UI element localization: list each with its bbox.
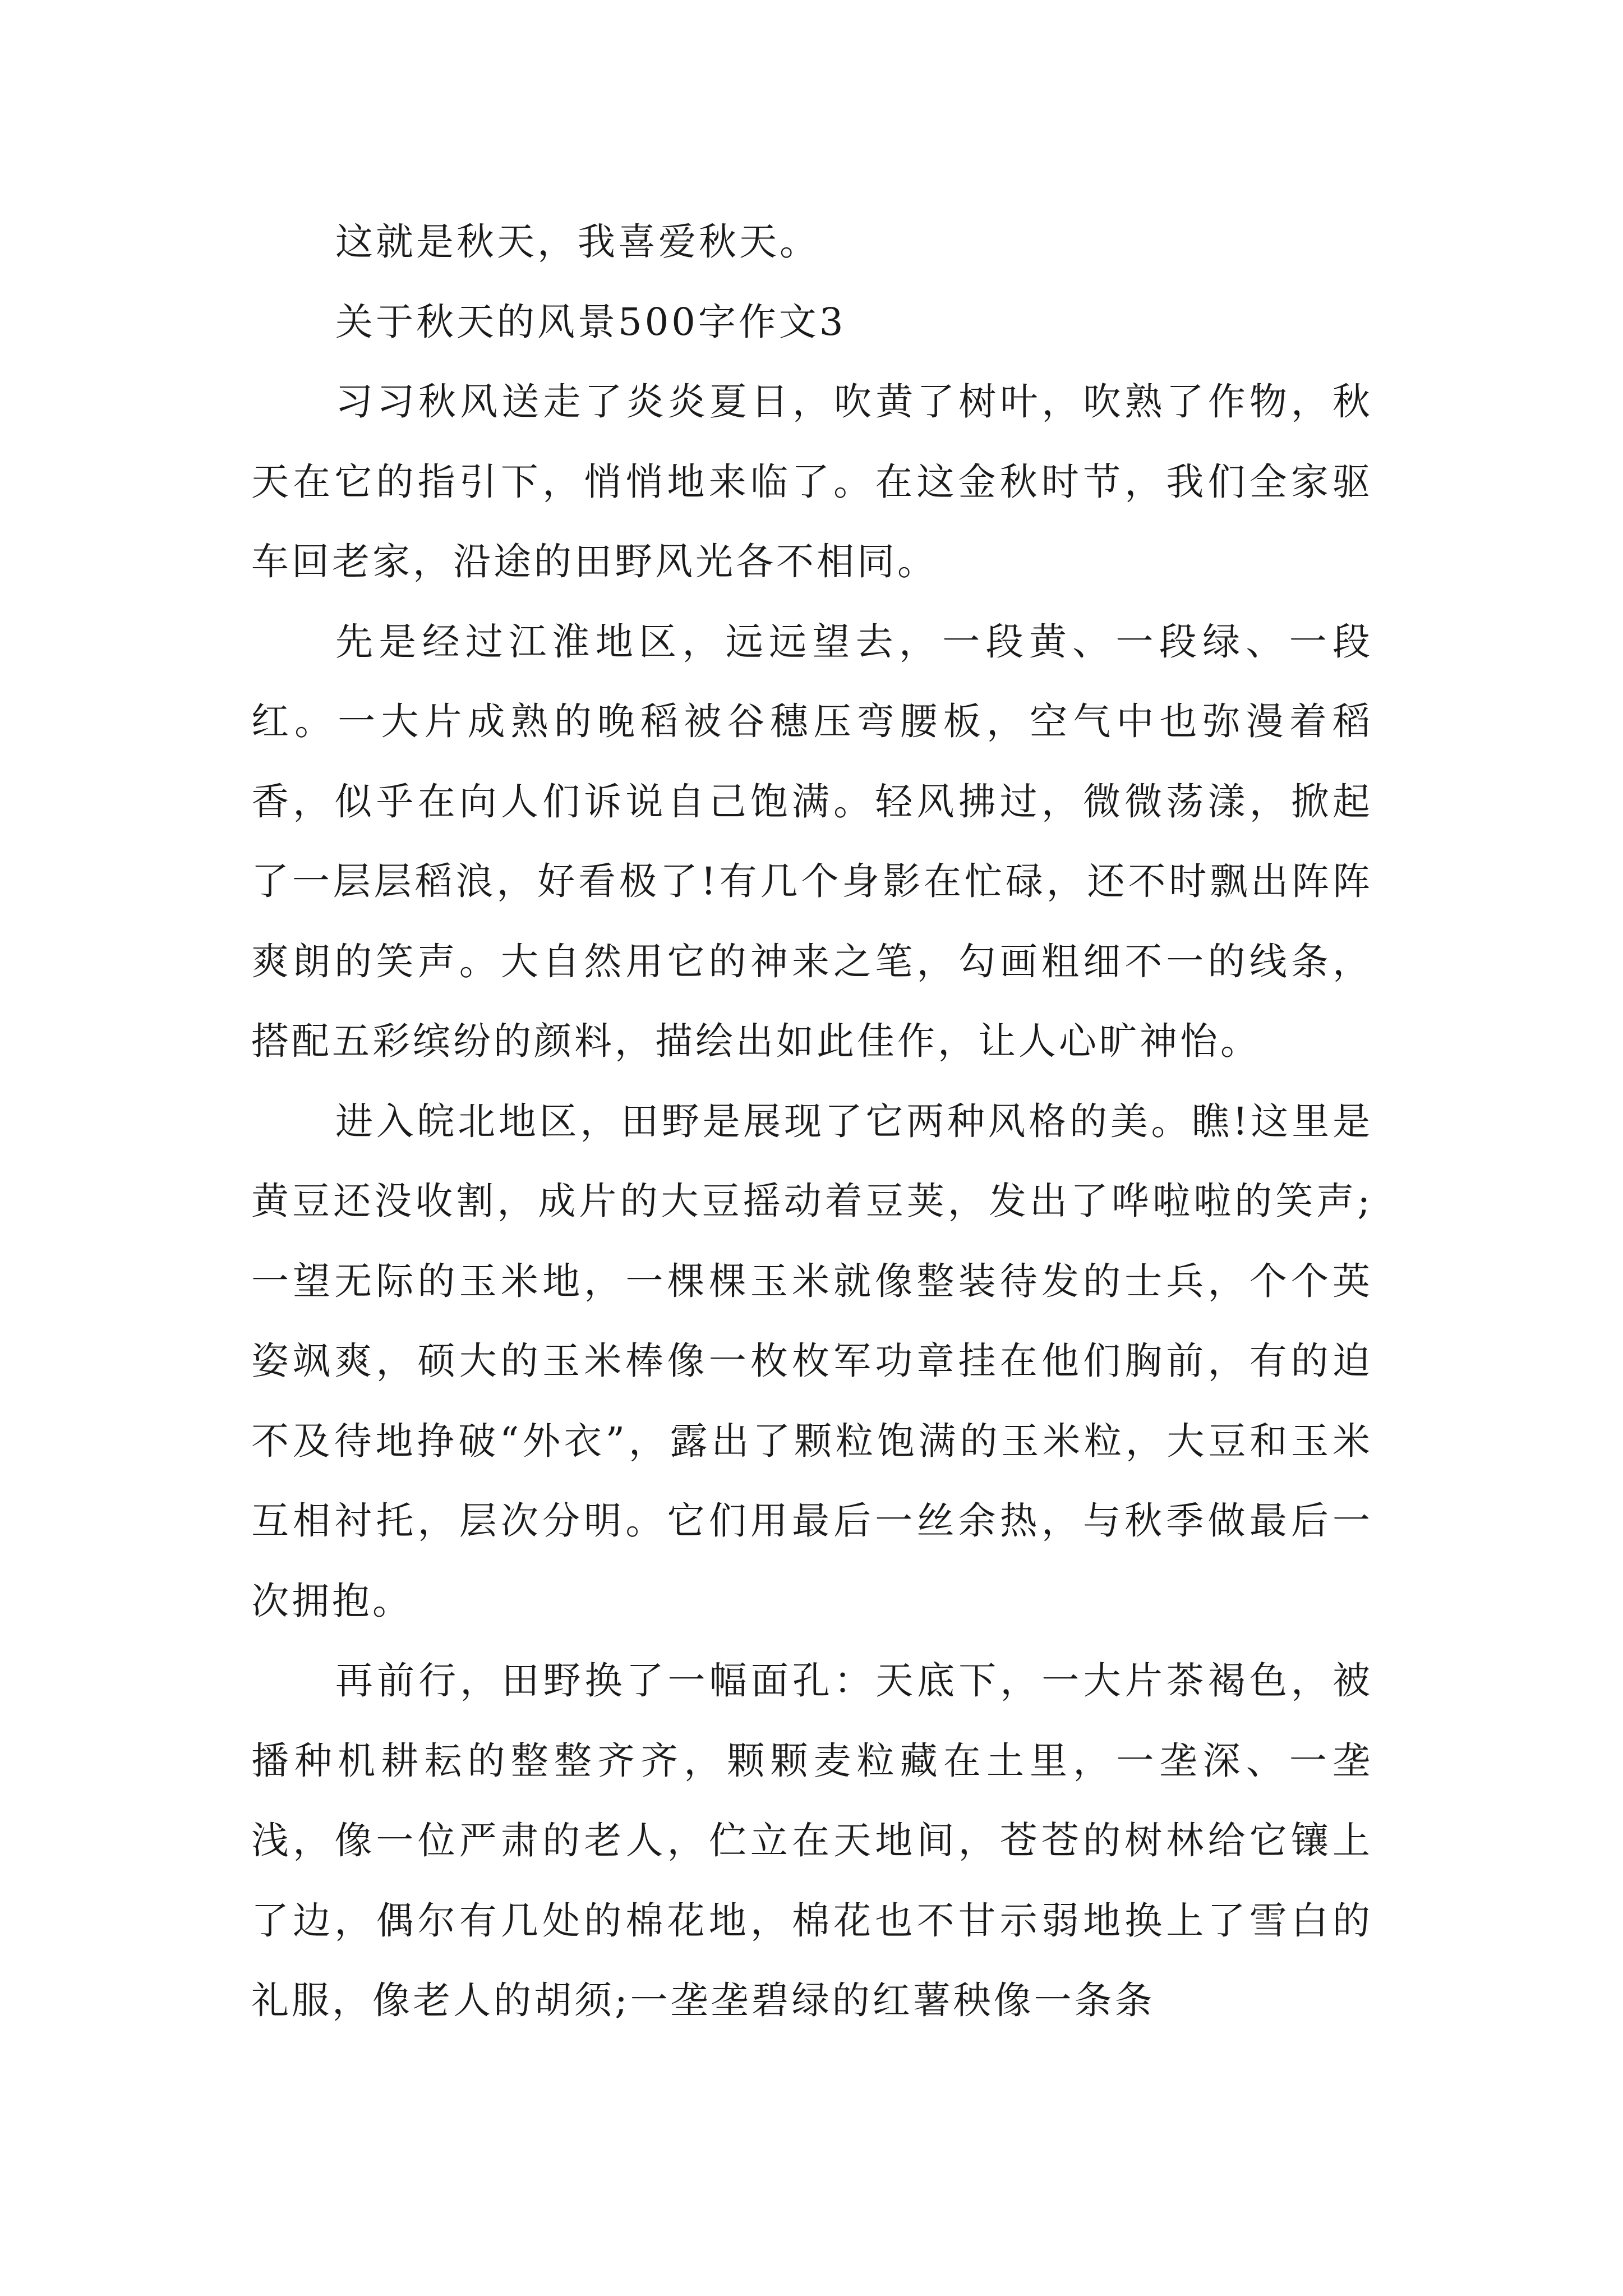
document-body: [251, 202, 1373, 2041]
paragraph-closing: 这就是秋天，我喜爱秋天。: [335, 220, 820, 264]
paragraph-further: 再前行，田野换了一幅面孔：天底下，一大片茶褐色，被播种机耕耘的整整齐齐，颗颗麦粒藏在土里，一垄深、一垄浅，像一位严肃的老人，伫立在天地间，苍苍的树林给它镶上了边，偶尔有几处的棉花地，棉花也不甘示弱地换上了雪白的礼服，像老人的胡须;一垄垄碧绿的红薯秧像一条条: [251, 1659, 1373, 2022]
paragraph-wanbei: 进入皖北地区，田野是展现了它两种风格的美。瞧!这里是黄豆还没收割，成片的大豆摇动着豆荚，发出了哗啦啦的笑声;一望无际的玉米地，一棵棵玉米就像整装待发的士兵，个个英姿飒爽，硕大的玉米棒像一枚枚军功章挂在他们胸前，有的迫不及待地挣破“外衣”，露出了颗粒饱满的玉米粒，大豆和玉米互相衬托，层次分明。它们用最后一丝余热，与秋季做最后一次拥抱。: [251, 1099, 1373, 1623]
essay-heading: 关于秋天的风景500字作文3: [335, 300, 846, 344]
paragraph-intro: 习习秋风送走了炎炎夏日，吹黄了树叶，吹熟了作物，秋天在它的指引下，悄悄地来临了。在这金秋时节，我们全家驱车回老家，沿途的田野风光各不相同。: [251, 380, 1373, 583]
paragraph-jianghuai: 先是经过江淮地区，远远望去，一段黄、一段绿、一段红。一大片成熟的晚稻被谷穗压弯腰板，空气中也弥漫着稻香，似乎在向人们诉说自己饱满。轻风拂过，微微荡漾，掀起了一层层稻浪，好看极了!有几个身影在忙碌，还不时飘出阵阵爽朗的笑声。大自然用它的神来之笔，勾画粗细不一的线条，搭配五彩缤纷的颜料，描绘出如此佳作，让人心旷神怡。: [251, 619, 1373, 1063]
